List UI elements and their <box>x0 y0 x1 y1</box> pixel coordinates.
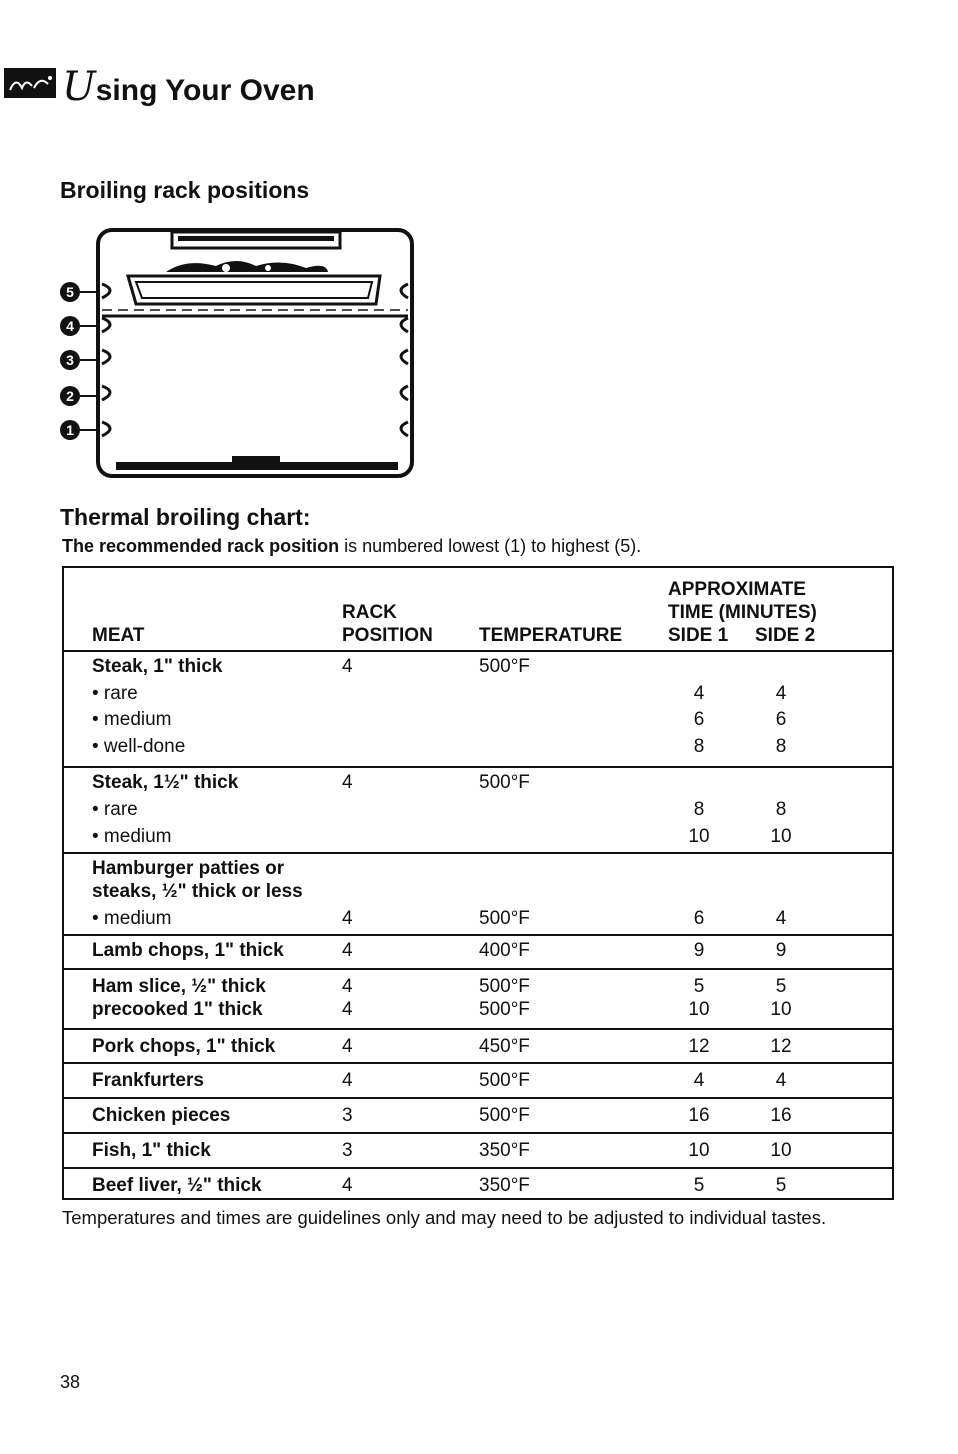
header-time-line1: APPROXIMATE <box>668 579 806 600</box>
table-row <box>64 824 892 850</box>
table-row-group <box>64 1132 892 1169</box>
table-row-group <box>64 1097 892 1134</box>
side1-cell: 9 <box>693 940 705 961</box>
table-row <box>64 707 892 733</box>
meat-cell: • medium <box>92 826 172 847</box>
rack-cell: 3 <box>342 1140 353 1161</box>
side2-cell: 8 <box>775 736 787 757</box>
rack-position-3-marker <box>60 350 100 370</box>
side1-cell: 10 <box>688 1140 710 1161</box>
side1-cell: 4 <box>693 683 705 704</box>
side2-cell: 10 <box>770 826 792 847</box>
table-row <box>64 770 892 796</box>
table-row <box>64 1173 892 1199</box>
table-row-group <box>64 766 892 854</box>
meat-cell: • rare <box>92 683 138 704</box>
side2-cell: 5 <box>775 976 787 997</box>
header-temperature: TEMPERATURE <box>479 625 623 646</box>
meat-cell: Steak, 1½" thick <box>92 772 239 793</box>
meat-cell: Fish, 1" thick <box>92 1140 211 1161</box>
brand-logo <box>4 68 56 98</box>
table-row <box>64 1103 892 1129</box>
temperature-cell: 500°F <box>479 1070 530 1091</box>
rack-cell: 4 <box>342 1036 353 1057</box>
temperature-cell: 500°F <box>479 1105 530 1126</box>
header-side2: SIDE 2 <box>755 625 816 646</box>
table-row-group <box>64 934 892 970</box>
table-header <box>64 568 892 652</box>
side2-cell: 4 <box>775 908 787 929</box>
side2-cell: 6 <box>775 709 787 730</box>
table-row <box>64 906 892 932</box>
rack-cell: 4 <box>342 772 353 793</box>
side1-cell: 10 <box>688 826 710 847</box>
side1-cell: 6 <box>693 908 705 929</box>
side1-cell: 4 <box>693 1070 705 1091</box>
side1-cell: 12 <box>688 1036 710 1057</box>
broiling-table <box>62 566 894 1200</box>
header-side1: SIDE 1 <box>668 625 729 646</box>
table-row-group <box>64 1028 892 1064</box>
rack-position-5-marker <box>60 282 100 302</box>
meat-cell: Beef liver, ½" thick <box>92 1175 262 1196</box>
table-row <box>64 938 892 964</box>
table-row-group <box>64 650 892 768</box>
table-row <box>64 797 892 823</box>
table-row-group <box>64 1062 892 1099</box>
side2-cell: 10 <box>770 999 792 1020</box>
side1-cell: 10 <box>688 999 710 1020</box>
oven-rack-diagram <box>56 226 418 482</box>
temperature-cell: 500°F <box>479 656 530 677</box>
meat-cell: Hamburger patties or <box>92 858 285 879</box>
table-row-group <box>64 1167 892 1198</box>
svg-text:2: 2 <box>66 388 74 404</box>
meat-cell: Ham slice, ½" thick <box>92 976 266 997</box>
rack-positions-heading: Broiling rack positions <box>60 177 310 203</box>
rack-cell: 4 <box>342 940 353 961</box>
svg-text:5: 5 <box>66 284 74 300</box>
meat-cell: • well-done <box>92 736 186 757</box>
header-rack-line2: POSITION <box>342 625 433 646</box>
side2-cell: 16 <box>770 1105 792 1126</box>
rack-cell: 4 <box>342 976 353 997</box>
side2-cell: 4 <box>775 683 787 704</box>
rack-position-1-marker <box>60 420 100 440</box>
rack-cell: 4 <box>342 1070 353 1091</box>
table-row <box>64 1034 892 1060</box>
side1-cell: 5 <box>693 1175 705 1196</box>
temperature-cell: 450°F <box>479 1036 530 1057</box>
svg-text:3: 3 <box>66 352 74 368</box>
side2-cell: 5 <box>775 1175 787 1196</box>
temperature-cell: 500°F <box>479 999 530 1020</box>
rack-position-4-marker <box>60 316 100 336</box>
table-row <box>64 681 892 707</box>
temperature-cell: 350°F <box>479 1175 530 1196</box>
table-row <box>64 879 892 905</box>
side2-cell: 4 <box>775 1070 787 1091</box>
table-row-group <box>64 852 892 936</box>
meat-cell: • medium <box>92 908 172 929</box>
header-rack-line1: RACK <box>342 602 397 623</box>
meat-cell: • rare <box>92 799 138 820</box>
rack-cell: 4 <box>342 1175 353 1196</box>
table-row <box>64 1068 892 1094</box>
temperature-cell: 400°F <box>479 940 530 961</box>
side2-cell: 8 <box>775 799 787 820</box>
header-time-line2: TIME (MINUTES) <box>668 602 817 623</box>
table-row <box>64 997 892 1023</box>
side1-cell: 6 <box>693 709 705 730</box>
rack-cell: 4 <box>342 999 353 1020</box>
rack-cell: 4 <box>342 656 353 677</box>
table-row-group <box>64 968 892 1030</box>
temperature-cell: 500°F <box>479 772 530 793</box>
chart-intro: The recommended rack position is numbered lowest (1) to highest (5). <box>62 536 642 556</box>
table-row <box>64 1138 892 1164</box>
rack-cell: 4 <box>342 908 353 929</box>
meat-cell: • medium <box>92 709 172 730</box>
rack-cell: 3 <box>342 1105 353 1126</box>
meat-cell: steaks, ½" thick or less <box>92 881 303 902</box>
rack-position-2-marker <box>60 386 100 406</box>
meat-cell: Chicken pieces <box>92 1105 231 1126</box>
meat-cell: Frankfurters <box>92 1070 204 1091</box>
svg-text:4: 4 <box>66 318 74 334</box>
meat-cell: Pork chops, 1" thick <box>92 1036 276 1057</box>
broiling-chart-heading: Thermal broiling chart: <box>60 504 311 530</box>
page-number: 38 <box>60 1372 81 1392</box>
side1-cell: 5 <box>693 976 705 997</box>
side2-cell: 10 <box>770 1140 792 1161</box>
footnote: Temperatures and times are guidelines only and may need to be adjusted to individual tastes. <box>62 1207 827 1228</box>
temperature-cell: 500°F <box>479 908 530 929</box>
side1-cell: 8 <box>693 799 705 820</box>
svg-text:1: 1 <box>66 422 74 438</box>
meat-cell: precooked 1" thick <box>92 999 263 1020</box>
side1-cell: 8 <box>693 736 705 757</box>
table-row <box>64 734 892 760</box>
page-title: Using Your Oven <box>62 64 315 110</box>
temperature-cell: 500°F <box>479 976 530 997</box>
temperature-cell: 350°F <box>479 1140 530 1161</box>
side2-cell: 9 <box>775 940 787 961</box>
meat-cell: Steak, 1" thick <box>92 656 223 677</box>
header-meat: MEAT <box>92 625 145 646</box>
meat-cell: Lamb chops, 1" thick <box>92 940 284 961</box>
table-row <box>64 654 892 680</box>
side1-cell: 16 <box>688 1105 710 1126</box>
side2-cell: 12 <box>770 1036 792 1057</box>
